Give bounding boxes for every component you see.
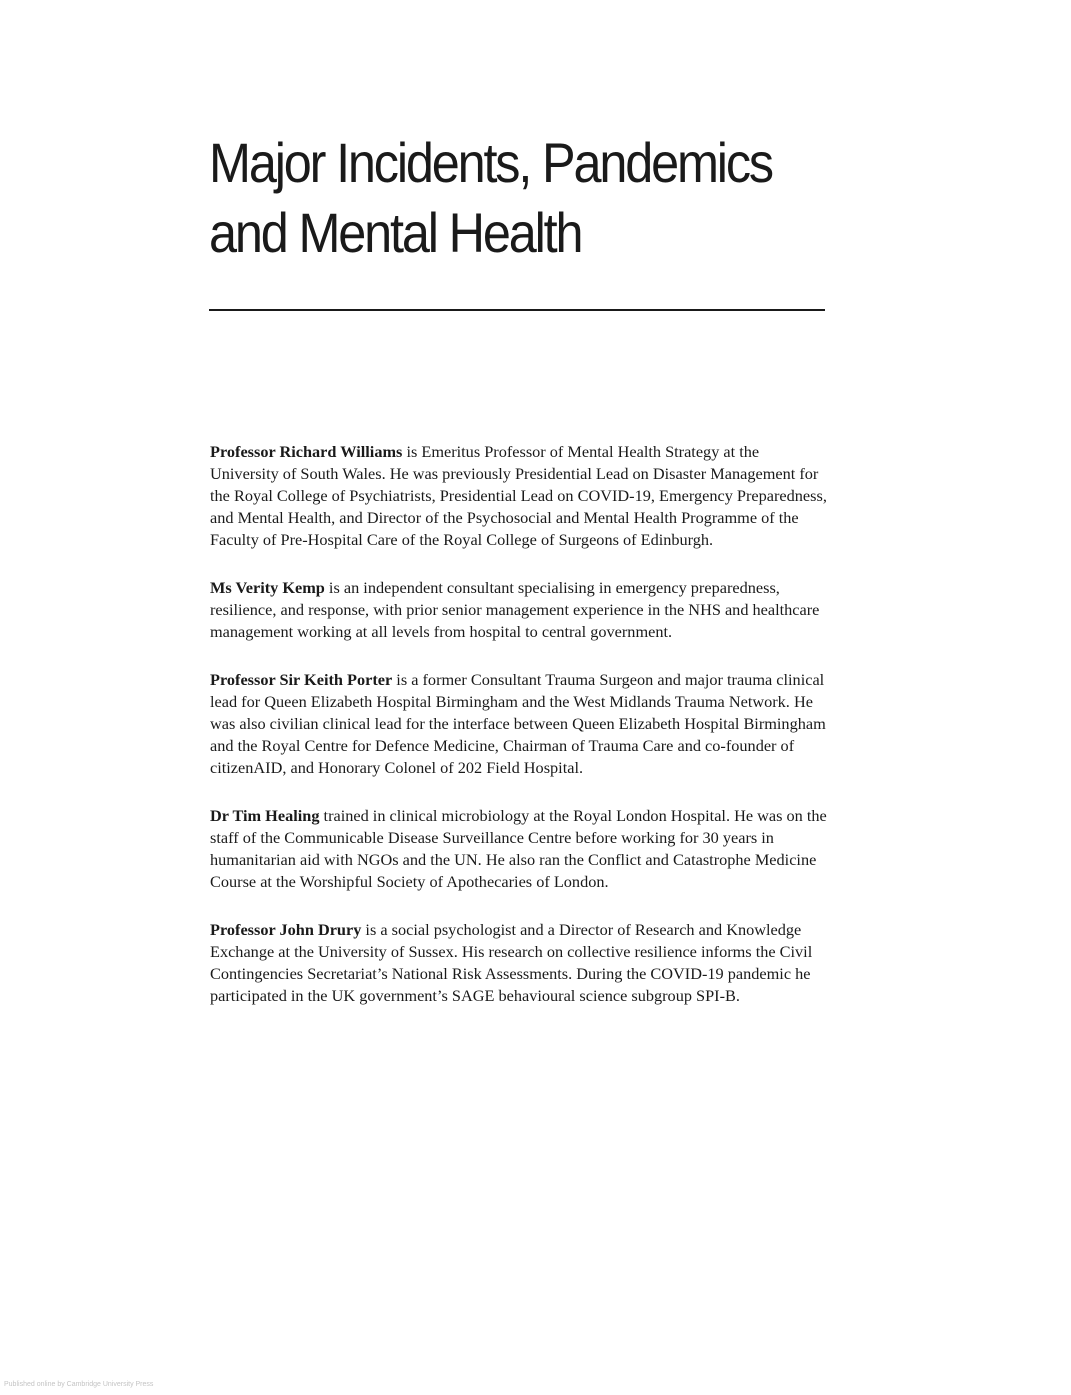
bio-tim-healing (210, 805, 828, 893)
bio-name: Ms Verity Kemp (210, 578, 325, 597)
bio-text: is Emeritus Professor of Mental Health Strategy at the University of South Wales. He was previously Presidential Lead on Disaster Management for the Royal College of Psychiatrists, Presidential Lead on COVID-19, Emergency Preparedness, and Mental Health, and Director of the Psychosocial and Mental Health Programme of the Faculty of Pre-Hospital Care of the Royal College of Surgeons of Edinburgh. (210, 442, 827, 549)
bio-text: is a social psychologist and a Director of Research and Knowledge Exchange at the University of Sussex. His research on collective resilience informs the Civil Contingencies Secretariat’s National Risk Assessments. During the COVID-19 pandemic he participated in the UK government’s SAGE behavioural science subgroup SPI-B. (210, 920, 813, 1005)
title-line-1: Major Incidents, Pandemics (209, 131, 772, 194)
bio-name: Professor John Drury (210, 920, 362, 939)
title-line-2: and Mental Health (209, 201, 582, 264)
bio-name: Dr Tim Healing (210, 806, 320, 825)
bio-text: trained in clinical microbiology at the Royal London Hospital. He was on the staff of the Communicable Disease Surveillance Centre before working for 30 years in humanitarian aid with NGOs and the UN. He also ran the Conflict and Catastrophe Medicine Course at the Worshipful Society of Apothecaries of London. (210, 806, 827, 891)
bio-verity-kemp (210, 577, 828, 643)
bio-richard-williams (210, 441, 828, 551)
bio-keith-porter (210, 669, 828, 779)
bio-name: Professor Richard Williams (210, 442, 403, 461)
bio-name: Professor Sir Keith Porter (210, 670, 393, 689)
author-bios (210, 441, 828, 1033)
page-title (209, 128, 785, 268)
bio-text: is a former Consultant Trauma Surgeon and major trauma clinical lead for Queen Elizabeth Hospital Birmingham and the West Midlands Trauma Network. He was also civilian clinical lead for the interface between Queen Elizabeth Hospital Birmingham and the Royal Centre for Defence Medicine, Chairman of Trauma Care and co-founder of citizenAID, and Honorary Colonel of 202 Field Hospital. (210, 670, 826, 777)
footer-note: Published online by Cambridge University Press (4, 1381, 154, 1388)
bio-text: is an independent consultant specialising in emergency preparedness, resilience, and response, with prior senior management experience in the NHS and healthcare management working at all levels from hospital to central government. (210, 578, 820, 641)
bio-john-drury (210, 919, 828, 1007)
title-divider (209, 309, 825, 311)
